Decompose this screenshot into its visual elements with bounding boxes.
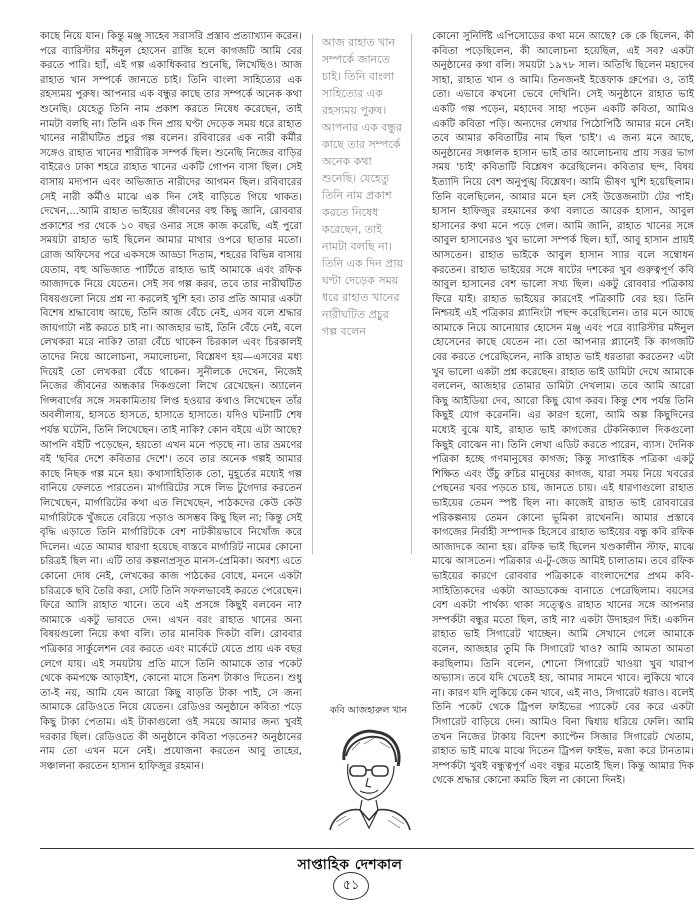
right-column-paragraph: কোনো সুনির্দিষ্ট এপিসোডের কথা মনে আছে? কে কে ছিলেন, কী কবিতা পড়েছিলেন, কী আলোচনা হয়েছিল, এই সব? একটা অনুষ্ঠানের কথা বলি। সময়টা ১৯৭৮ সাল। অতিথি ছিলেন মহাদেব সাহা, রাহাত খান ও আমি। তিনজনই ইত্তেফাক গ্রুপের। ও, তাই তো। এভাবে কখনো ভেবে দেখিনি। সেই অনুষ্ঠানে রাহাত ভাই একটি গল্প পড়েন, মহাদেব সাহা পড়েন একটি কবিতা, আমিও একটি কবিতা পড়ি। অন্যদের লেখার পিঠোপিঠি আমার মনে নেই। তবে আমার কবিতাটির নাম ছিল 'চাই'। এ জন্য মনে আছে, অনুষ্ঠানের সঞ্চালক হাসান ভাই তার আলোচনায় প্রায় সত্তর ভাগ সময় 'চাই' কবিতাটি বিশ্লেষণ করেছিলেন। কবিতার ছন্দ, বিষয় ইত্যাদি নিয়ে বেশ অনুপুঙ্খ বিশ্লেষণ। আমি ভীষণ খুশি হয়েছিলাম। তিনি বলেছিলেন, আমার মনে হল সেই উত্তেজনাটা টের পাই। হাসান হাফিজুর রহমানের কথা বলাতে আরেক হাসান, আবুল হাসানের কথা মনে পড়ে গেল। আমি জানি, রাহাত খানের সঙ্গে আবুল হাসানেরও খুব ভালো সম্পর্ক ছিল। হ্যাঁ, আবু হাসান প্রায়ই আসতেন। রাহাত ভাইকে আবুল হাসান স্যার বলে সম্বোধন করতেন। রাহাত ভাইয়ের সঙ্গে ষাটের দশকের খুব গুরুত্বপূর্ণ কবি আবুল হাসানের বেশ ভালো সখ্য ছিল। একটু রোববার পত্রিকায় ফিরে যাই। রাহাত ভাইয়ের কারণেই পত্রিকাটি বের হয়। তিনি নিশ্চয়ই এই পত্রিকার প্ল্যানিংটা পছন্দ করেছিলেন। তার মনে আছে আমাকে নিয়ে আনোয়ার হোসেন মঞ্জু এবং পরে ব্যারিস্টার মঈনুল হোসেনের কাছে যেতেন না। তো আপনার প্ল্যানেই কি কাগজটি বের করতে পেরেছিলেন, নাকি রাহাত ভাই ধরতারা করতেন? এটা খুব ভালো একটা প্রশ্ন করেছেন। রাহাত ভাই ডামিটা দেখে আমাকে বললেন, আজহার তোমার ডামিটা দেখলাম। তবে আমি আরো কিছু আইডিয়া দেব, আরো কিছু যোগ করব। কিন্তু শেষ পর্যন্ত তিনি কিছুই যোগ করেননি। এর কারণ হলো, আমি অল্প কিছুদিনের মধ্যেই বুঝে যাই, রাহাত ভাই কাগজের টেকনিক্যাল দিকগুলো কিছুই বোঝেন না। তিনি লেখা এডিট করতে পারেন, ব্যাস। দৈনিক পত্রিকা হচ্ছে গণমানুষের কাগজ; কিন্তু সাপ্তাহিক পত্রিকা একটু শিক্ষিত এবং উঁচু রুচির মানুষের কাগজ, যারা সময় নিয়ে খবরের পেছনের খবর পড়তে চায়, জানতে চায়। এই ধারণাগুলো রাহাত ভাইয়ের তেমন স্পষ্ট ছিল না। কাজেই রাহাত ভাই রোববারের পরিকল্পনায় তেমন কোনো ভূমিকা রাখেননি। আমার প্রস্তাবে কাগজের নির্বাহী সম্পাদক হিসেবে রাহাত ভাইয়ের বন্ধু কবি রফিক আজাদকে আনা হয়। রফিক ভাই ছিলেন খণ্ডকালীন স্টাফ, মাঝে মাঝে আসতেন। পত্রিকার এ-টু-জেড আমিই চালাতাম। তবে রফিক ভাইয়ের কারণে রোববার পত্রিকাকে বাংলাদেশের প্রথম কবি-সাহিত্যিকদের একটা আড্ডাকেন্দ্র বানাতে পেরেছিলাম। বয়সের বেশ একটা পার্থক্য থাকা সত্ত্বেও রাহাত খানের সঙ্গে আপনার সম্পর্কটা বন্ধুর মতো ছিল, তাই না? একটা উদাহরণ দিই। একদিন রাহাত ভাই সিগারেট খাচ্ছেন। আমি সেখানে গেলে আমাকে বলেন, আজহার তুমি কি সিগারেট খাও? আমি আমতা আমতা করছিলাম। তিনি বলেন, শোনো সিগারেট খাওয়া খুব খারাপ অভ্যাস। তবে যদি খেতেই হয়, আমার সামনে খাবে। লুকিয়ে খাবে না। কারণ যদি লুকিয়ে কেন খাবে, এই নাও, সিগারেট ধরাও। বলেই তিনি পকেট থেকে ট্রিপল ফাইভের প্যাকেট বের করে একটা সিগারেট বাড়িয়ে দেন। আমিও বিনা দ্বিধায় ধরিয়ে ফেলি। আমি তখন নিজের টাকায় বিদেশ ক্যাপ্টেন সিজার সিগারেট খেতাম, রাহাত ভাই মাঝে মাঝে দিতেন ট্রিপল ফাইভ, মজা করে টানতাম। সম্পর্কটা খুবই বন্ধুত্বপূর্ণ এবং বন্ধুর মতোই ছিল। কিন্তু আমার দিক থেকে শ্রদ্ধার কোনো কমতি ছিল না কোনো দিনই। — [432, 31, 694, 787]
pull-quote-frame — [312, 34, 412, 554]
left-column-paragraph: কাছে নিয়ে যান। কিন্তু মঞ্জু সাহেব সরাসরি প্রস্তাব প্রত্যাখ্যান করেন। পরে ব্যারিস্টার মঈনুল হোসেন রাজি হলে কাগজটি আমি বের করতে পারি। হ্যাঁ, এই গল্প একাধিকবার শুনেছি, লিখেছিও। আজ রাহাত খান সম্পর্কে জানতে চাই। তিনি বাংলা সাহিত্যের এক রহস্যময় পুরুষ। আপনার এক বন্ধুর কাছে তার সম্পর্কে অনেক কথা শুনেছি। যেহেতু তিনি নাম প্রকাশ করতে নিষেধ করেছেন, তাই নামটা বলছি না। তিনি এক দিন প্রায় ঘণ্টা দেড়েক সময় ধরে রাহাত খানের নারীঘটিত প্রচুর গল্প বলেন। রবিবারের এক নারী কর্মীর সঙ্গেও রাহাত খানের শারীরিক সম্পর্ক ছিল। শুনেছি নিজের বাড়ির বাইরেও ঢাকা শহরে রাহাত খানের একটি গোপন বাসা ছিল। সেই বাসায় মদ্যপান এবং অভিজাত নারীদের আগমন ছিল। রবিবারের সেই নারী কর্মীও মাঝে এক দিন সেই বাড়িতে গিয়ে থাকত। দেখেন,...আমি রাহাত ভাইয়ের জীবনের বহু কিছু জানি, রোববার প্রকাশের পর থেকে ১০ বছর ওনার সঙ্গে কাজ করেছি, এই পুরো সময়টা রাহাত ভাই ছিলেন আমার মাথার ওপরে ছাতার মতো। রোজ অফিসের পরে একসঙ্গে আড্ডা দিতাম, শহরের বিভিন্ন বাসায় যেতাম, বহু অভিজাত পার্টিতে রাহাত ভাই আমাকে এবং রফিক আজাদকে নিয়ে যেতেন। সেই সব গল্প করব, তবে তার নারীঘটিত বিষয়গুলো নিয়ে প্রশ্ন না করলেই খুশি হব। তার প্রতি আমার একটা বিশেষ শ্রদ্ধাবোধ আছে, তিনি আজ বেঁচে নেই, এসব বলে শ্রদ্ধার জায়গাটা নষ্ট করতে চাই না। আজহার ভাই, তিনি বেঁচে নেই, বলে লেখকরা মরে নাকি? তারা বেঁচে থাকেন চিরকাল এবং চিরকালই তাদের নিয়ে আলোচনা, সমালোচনা, বিশ্লেষণ হয়—এসবের মধ্য দিয়েই তো লেখকরা বেঁচে থাকেন। সুনীলকে দেখেন, নিজেই নিজের জীবনের অন্ধকার দিকগুলো লিখে রেখেছেন। অ্যালেন গিন্সবার্গের সঙ্গে সমকামিতায় লিপ্ত হওয়ার কথাও লিখেছেন তাঁর অবলীলায়, হাসতে হাসতে, হাসাতে হাসাতে। যদিও ঘটনাটি শেষ পর্যন্ত ঘটেনি, তিনি লিখেছেন। তাই নাকি? কোন বইয়ে এটা আছে? আপনি বইটি পড়েছেন, হয়তো এখন মনে পড়ছে না। তার ভ্রমণের বই 'ছবির দেশে কবিতার দেশে'। তবে তার অনেক গল্পই আমার কাছে নিছক গল্প মনে হয়। কথাসাহিত্যিক তো, মুহূর্তের মধ্যেই গল্প বানিয়ে ফেলতে পারতেন। মার্গারিটের সঙ্গে লিভ টুগেদার করতেন লিখেছেন, মার্গারিটের কথা এত লিখেছেন, পাঠকদের কেউ কেউ মার্গারিটকে খুঁজতে বেরিয়ে পড়াও অসম্ভব কিছু ছিল না; কিন্তু সেই বৃদ্ধি এড়াতে তিনি মার্গারিটকে বেশ নাটকীয়ভাবে নিখোঁজ করে দিলেন। এতে আমার ধারণা হয়েছে বাস্তবে মার্গারিট নামের কোনো চরিত্রই ছিল না। এটি তার কল্পনাপ্রসূত মানস-প্রেমিকা। অবশ্য এতে কোনো দোষ নেই, লেখকের কাজ পাঠকের বোধে, মননে একটা চরিত্রকে ছবি তৈরি করা, সেটি তিনি সফলভাবেই করতে পেরেছেন। ফিরে আসি রাহাত খানে। তবে এই প্রসঙ্গে কিছুই বলবেন না? আমাকে একটু ভাবতে দেন। এখন বরং রাহাত খানের অন্য বিষয়গুলো নিয়ে কথা বলি। তার মানবিক দিকটা বলি। রোববার পত্রিকার সার্কুলেশন বের করতে এবং মার্কেটে যেতে প্রায় এক বছর লেগে যায়। এই সময়টায় প্রতি মাসে তিনি আমাকে তার পকেট থেকে কমপক্ষে আড়াইশ, কোনো মাসে তিনশ টাকাও দিতেন। শুধু তা-ই নয়, আমি যেন আরো কিছু বাড়তি টাকা পাই, সে জন্য আমাকে রেডিওতে নিয়ে যেতেন। রেডিওর অনুষ্ঠানে কবিতা পড়ে কিছু টাকা পেতাম। এই টাকাগুলো ওই সময়ে আমার জন্য খুবই দরকার ছিল। রেডিওতে কী অনুষ্ঠানে কবিতা পড়তেন? অনুষ্ঠানের নাম তো এখন মনে নেই। প্রযোজনা করতেন আবু তাহের, সঞ্চালনা করতেন হাসান হাফিজুর রহমান। — [40, 31, 302, 772]
photo-caption: কবি আজহারুল খান — [330, 705, 408, 716]
author-portrait-sketch — [316, 720, 422, 830]
page-number: ৫১ — [333, 872, 369, 900]
pull-quote-text: আজ রাহাত খান সম্পর্কে জানতে চাই। তিনি বাংলা সাহিত্যের এক রহস্যময় পুরুষ। আপনার এক বন্ধুর কাছে তার সম্পর্কে অনেক কথা শুনেছি। যেহেতু তিনি নাম প্রকাশ করতে নিষেধ করেছেন, তাই নামটা বলছি না। তিনি এক দিন প্রায় ঘণ্টা দেড়েক সময় ধরে রাহাত খানের নারীঘটিত প্রচুর গল্প বলেন — [322, 36, 404, 338]
pull-quote — [312, 34, 412, 554]
right-column-text — [432, 30, 694, 845]
footer-rule — [40, 848, 694, 849]
magazine-name: সাপ্তাহিক দেশকাল — [297, 857, 403, 873]
left-column-text — [40, 30, 302, 845]
